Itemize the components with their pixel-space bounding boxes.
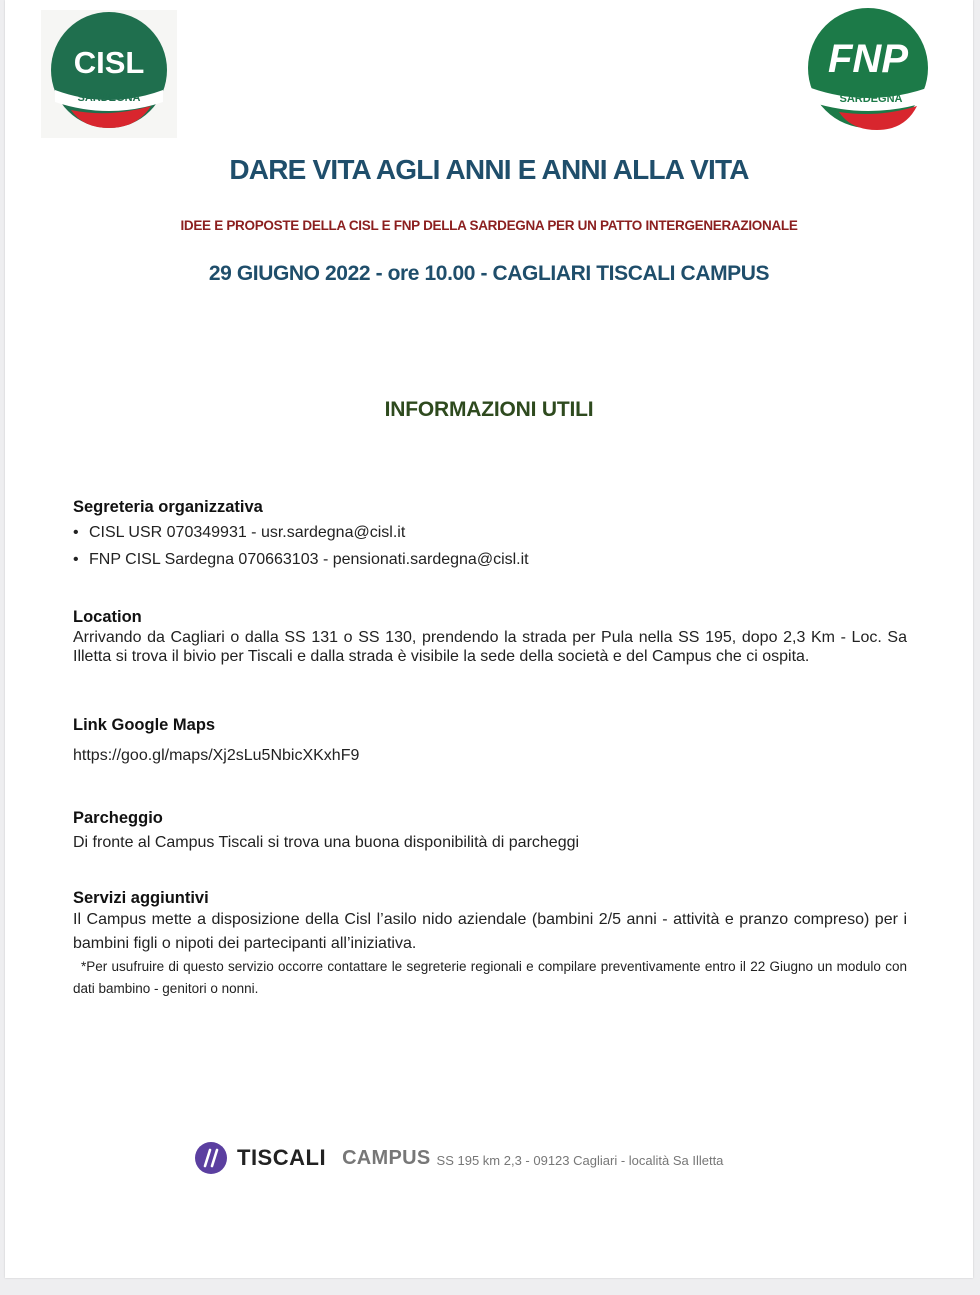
location-title: Location <box>73 608 142 626</box>
document-page <box>5 0 973 1278</box>
contact-item <box>73 546 907 573</box>
event-subtitle: IDEE E PROPOSTE DELLA CISL E FNP DELLA SARDEGNA PER UN PATTO INTERGENERAZIONALE <box>180 218 798 233</box>
maps-title: Link Google Maps <box>73 716 216 734</box>
cisl-logo-text: CISL <box>73 45 145 80</box>
segreteria-section <box>73 498 907 573</box>
contact-fnp-cisl: FNP CISL Sardegna 070663103 - pensionati.sardegna@cisl.it <box>89 551 529 568</box>
location-text: Arrivando da Cagliari o dalla SS 131 o SS 130, prendendo la strada per Pula nella SS 195, dopo 2,3 Km - Loc. Sa Illetta si trova il bivio per Tiscali e dalla strada è visibile la sede della società e del Campus che ci ospita. <box>73 629 907 665</box>
servizi-text: Il Campus mette a disposizione della Cisl l’asilo nido aziendale (bambini 2/5 anni - attività e pranzo compreso) per i bambini figli o nipoti dei partecipanti all’iniziativa. <box>73 911 907 952</box>
event-title: DARE VITA AGLI ANNI E ANNI ALLA VITA <box>229 154 749 185</box>
tiscali-wordmark: TISCALI <box>237 1145 327 1170</box>
parcheggio-section <box>73 809 907 852</box>
servizi-title: Servizi aggiuntivi <box>73 889 209 907</box>
tiscali-logo-icon <box>195 1142 227 1174</box>
bullet-icon: • <box>73 551 79 568</box>
servizi-note: *Per usufruire di questo servizio occorre contattare le segreterie regionali e compilare preventivamente entro il 22 Giugno un modulo con dati bambino - genitori o nonni. <box>73 959 907 996</box>
segreteria-title: Segreteria organizzativa <box>73 498 263 516</box>
maps-section <box>73 716 907 765</box>
campus-wordmark: CAMPUS <box>342 1146 431 1169</box>
tiscali-campus-footer <box>195 1138 723 1178</box>
parcheggio-title: Parcheggio <box>73 809 163 827</box>
event-date-location: 29 GIUGNO 2022 - ore 10.00 - CAGLIARI TISCALI CAMPUS <box>208 262 770 285</box>
footer-address: SS 195 km 2,3 - 09123 Cagliari - località Sa Illetta <box>436 1152 724 1168</box>
maps-link[interactable]: https://goo.gl/maps/Xj2sLu5NbicXKxhF9 <box>73 747 360 764</box>
fnp-logo-text: FNP <box>828 37 908 81</box>
segreteria-contact-list <box>73 519 907 573</box>
fnp-sardegna-logo <box>805 6 935 134</box>
bullet-icon: • <box>73 524 79 541</box>
servizi-section <box>73 889 907 1000</box>
fnp-logo-subtext: SARDEGNA <box>839 93 903 105</box>
info-heading: INFORMAZIONI UTILI <box>384 398 594 421</box>
cisl-logo-subtext: SARDEGNA <box>77 92 141 104</box>
contact-cisl-usr: CISL USR 070349931 - usr.sardegna@cisl.it <box>89 524 406 541</box>
contact-item <box>73 519 907 546</box>
cisl-sardegna-logo <box>41 10 177 138</box>
location-section <box>73 608 907 666</box>
parcheggio-text: Di fronte al Campus Tiscali si trova una buona disponibilità di parcheggi <box>73 834 580 851</box>
